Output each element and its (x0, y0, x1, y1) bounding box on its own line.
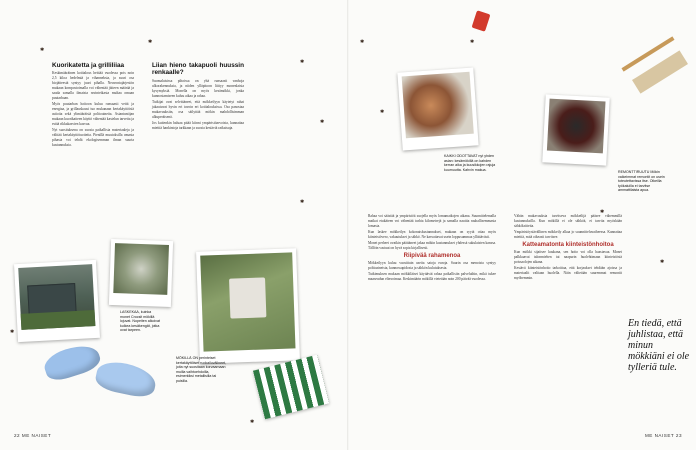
column-3-paragraph: Monet perheet ovatkin päättäneet jakaa mökin kustannukset yhdessä sukulaisten kanssa. Tällöin vastuut on hyvä sopia kirjallisesti. (368, 241, 496, 251)
column-3-paragraph: Mökkeilyyn kuluu vuosittain useita satoja euroja. Suurin osa menoista syntyy polttoaineista, kunnossapidosta ja sähkön kulutuksesta. (368, 261, 496, 270)
column-1-paragraph: Nyt suosituksena on suosia paikallisia materiaaleja ja välttää kertakäyttötuotteita. Pienillä muutoksilla omasta pihasta voi tehdä ekologisemman ilman suuria kustannuksia. (52, 128, 134, 147)
column-3 (368, 214, 496, 283)
croc-shoe-icon (41, 340, 103, 384)
column-2-heading: Liian hieno takapuoli huussin renkaalle? (152, 62, 244, 77)
column-4-paragraph: Kun mökki sijaitsee kaukana, sen hoito voi olla haastavaa. Monet palkkaavat talonmiehen tai naapurin huolehtimaan kiinteistöstä poissaolojen aikana. (514, 249, 622, 264)
ant-icon: ✱ (320, 120, 325, 125)
column-4-paragraph: Vähän mukavuuksia tarvitseva mökkeilijä pääsee vähemmillä kustannuksilla. Kun mökillä ei ole sähköä, ei tarvita myöskään sähkölaitteita. (514, 214, 622, 228)
pennies-icon (402, 72, 474, 139)
column-1 (52, 62, 134, 149)
column-3-subheading: Riipivää rahamenoa (403, 253, 461, 260)
ant-icon: ✱ (40, 48, 45, 53)
bbq-photo (542, 94, 609, 165)
column-4-paragraph: Ympäristöystävällinen mökkeily alkaa jo suunnitteluvaiheessa. Kannattaa miettiä, mitä oikeasti tarvitsee. (514, 230, 622, 240)
column-2-paragraph: Jos kuitenkin haluaa pitää kiinni ympäristöarvoista, kannattaa miettiä hankintoja tarkkaan ja suosia kestäviä ratkaisuja. (152, 120, 244, 130)
croc-shoe-icon (94, 358, 159, 400)
ant-icon: ✱ (470, 40, 475, 45)
column-4 (514, 214, 622, 282)
ant-icon: ✱ (300, 60, 305, 65)
ant-icon: ✱ (250, 420, 255, 425)
column-3-paragraph: Kun laskee mökkeilyn kokonaiskustannukset, mukaan on syytä ottaa myös kiinteistövero, vakuutukset ja sähkö. Ne kasvattavat usein loppusummaa yllättävästi. (368, 230, 496, 240)
column-3-paragraph: Rahaa voi säästää ja ympäristöä suojella myös lomamatkojen aikana. Suunnittelemalla matkat etukäteen voi vähentää turhia kilometrejä ja samalla nauttia rauhallisemmasta lomasta. (368, 214, 496, 228)
ant-icon: ✱ (360, 40, 365, 45)
pennies-photo (397, 67, 478, 150)
column-2-paragraph: Suomalaisissa pihoissa on yhä runsaasti vanhoja ulkorakennuksia, ja niiden ylläpitoon liittyy monenlaisia kysymyksiä. Monella on myös kesämökki, jonka kunnostamiseen kuluu aikaa ja rahaa. (152, 78, 244, 98)
spine (347, 0, 349, 450)
ant-icon: ✱ (10, 330, 15, 335)
ant-icon: ✱ (380, 110, 385, 115)
cutlery-caption: MÖKILLÄ ON perinteiset kertakäyttöiset ruokailuvälineet, joita nyt suositaan korvaamaan muilla vaihtoehdoilla, esimerkiksi metallisilla tai puisilla. (176, 356, 227, 383)
renovation-caption: REMONTTIRUUTU Mökin vaikeimmat remontit on usein toteutettavissa itse. Oikeilla työkaluilla ei tarvitse ammattilaista apua. (618, 170, 665, 193)
column-1-paragraph: Myös puutarhan hoitoon kuluu runsaasti vettä ja energiaa, ja grillauskausi tuo mukanaan kertakäyttöisiä astioita sekä ylimääräisiä polttoaineita. Asiantuntijan mukaan kuorikatteen käyttö vähentää kastelun tarvetta ja estää rikkakasvien kasvua. (52, 102, 134, 126)
garden-chair-icon (253, 355, 329, 419)
house-photo (14, 260, 100, 342)
crocs-caption: LASKEKAA, kuinka monet Crocsit mökillä lojuvat. Nopeiten alkoivat kulkea kesäkengät, jotka ovat tarpeen. (120, 310, 160, 333)
page-number-right: ME NAISET 23 (644, 433, 682, 438)
column-1-paragraph: Keskimääräinen kotitalous heittää vuodessa pois noin 2,5 kiloa hedelmiä ja vihanneksia, ja suuri osa biojätteestä syntyy juuri pihalla. Neuvontajärjestön mukaan kompostoimalla voi vähentää jätteen määrää ja saada samalla ilmaista ravinteikasta multaa omaan puutarhaan. (52, 71, 134, 100)
ant-icon: ✱ (148, 40, 153, 45)
vegetables-photo (109, 239, 173, 307)
column-3-paragraph: Tutkimuksen mukaan mökkiläiset käyttävät rahaa paikallisiin palveluihin, mikä tukee maaseudun elinvoimaa. Keskimäärin mökillä vietetään noin 200 päivää vuodessa. (368, 272, 496, 282)
column-2-paragraph: Tutkijat ovat selvittäneet, että mökkeilyyn käytetyt rahat jakautuvat hyvin eri tavoin eri kotitalouksissa. Osa panostaa mukavuuksiin, osa säilyttää mökin mahdollisimman alkuperäisenä. (152, 99, 244, 119)
pennies-caption: KAIKKI ODOTTAVAT nyt yhden asian: kesämökillä on kahden kerran aika ja kuusikkojen rajuja kuumuutta. Kahvin makua. (444, 154, 496, 172)
column-4-paragraph: Kestävä kiinteistönhoito tarkoittaa, että korjaukset tehdään ajoissa ja materiaalit valitaan huolella. Näin vältetään suuremmat remontit myöhemmin. (514, 265, 622, 280)
pull-quote: En tiedä, että juhlistaa, että minun mökkiäni ei ole tylleriä tule. (628, 318, 690, 373)
right-page (348, 0, 696, 450)
ant-icon: ✱ (660, 260, 665, 265)
page-number-left: 22 ME NAISET (14, 433, 52, 438)
column-4-subheading: Katteamatonta kiinteistönhoitoa (522, 241, 614, 248)
ant-icon: ✱ (600, 210, 605, 215)
candle-icon (472, 10, 491, 31)
column-2 (152, 62, 244, 132)
ant-icon: ✱ (300, 200, 305, 205)
bbq-grill-icon (547, 99, 606, 154)
garden-chair-photo (196, 248, 300, 363)
column-1-heading: Kuorikatetta ja grilliliiaa (52, 62, 125, 69)
